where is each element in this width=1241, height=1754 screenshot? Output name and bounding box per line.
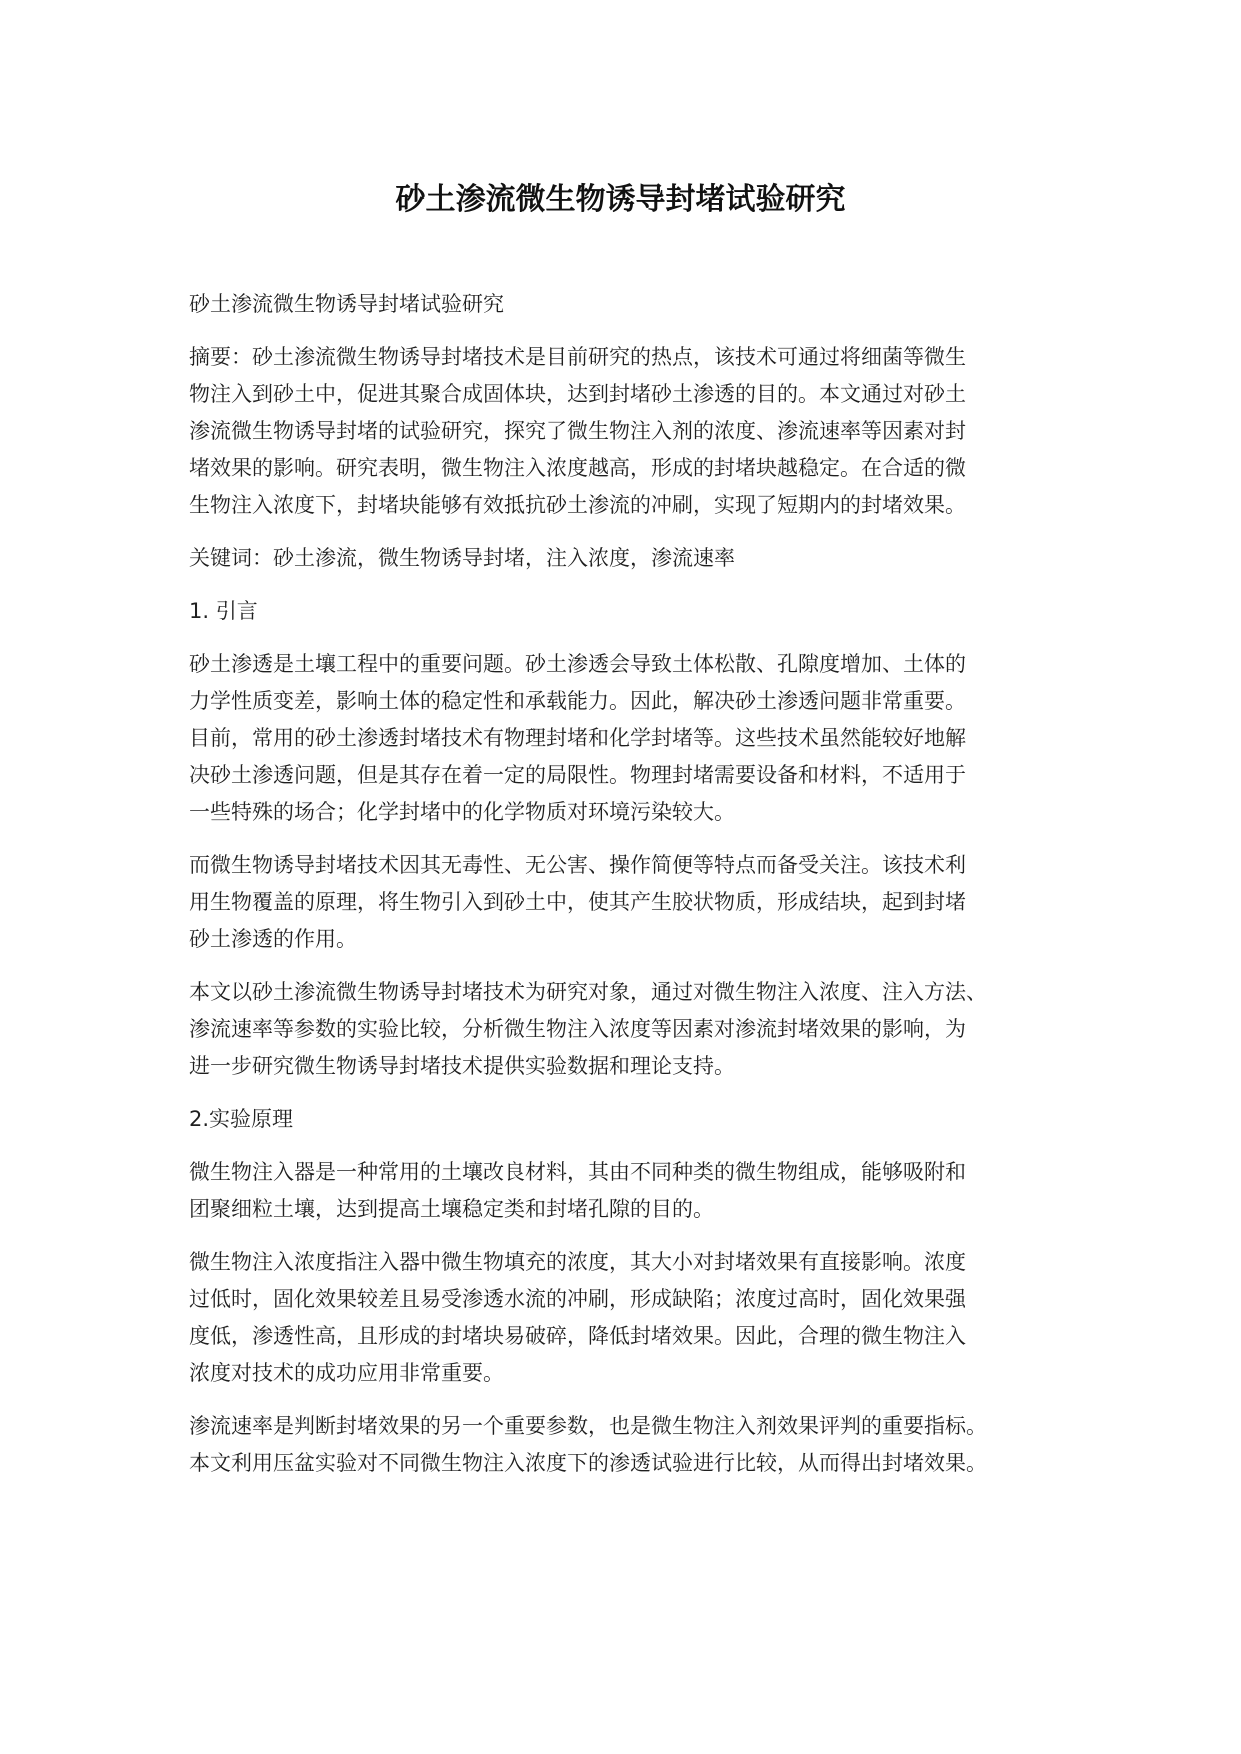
principle-paragraph-1	[189, 1154, 1069, 1228]
text-line: 微生物注入浓度指注入器中微生物填充的浓度，其大小对封堵效果有直接影响。浓度	[189, 1250, 966, 1274]
text-line: 渗流微生物诱导封堵的试验研究，探究了微生物注入剂的浓度、渗流速率等因素对封	[189, 419, 966, 443]
subtitle-paragraph	[189, 286, 1069, 323]
text-line: 力学性质变差，影响土体的稳定性和承载能力。因此，解决砂土渗透问题非常重要。	[189, 689, 966, 713]
text-line: 摘要：砂土渗流微生物诱导封堵技术是目前研究的热点，该技术可通过将细菌等微生	[189, 345, 966, 369]
document-title: 砂土渗流微生物诱导封堵试验研究	[395, 182, 846, 217]
keywords-paragraph	[189, 540, 1069, 577]
text-line: 而微生物诱导封堵技术因其无毒性、无公害、操作简便等特点而备受关注。该技术利	[189, 853, 966, 877]
section-heading-introduction	[189, 593, 1069, 630]
text-line: 一些特殊的场合；化学封堵中的化学物质对环境污染较大。	[189, 800, 735, 824]
text-line: 2.实验原理	[189, 1107, 294, 1131]
text-line: 生物注入浓度下，封堵块能够有效抵抗砂土渗流的冲刷，实现了短期内的封堵效果。	[189, 493, 966, 517]
text-line: 关键词：砂土渗流，微生物诱导封堵，注入浓度，渗流速率	[189, 546, 735, 570]
text-line: 砂土渗透是土壤工程中的重要问题。砂土渗透会导致土体松散、孔隙度增加、土体的	[189, 652, 966, 676]
text-line: 砂土渗流微生物诱导封堵试验研究	[189, 292, 504, 316]
abstract-paragraph	[189, 339, 1069, 524]
text-line: 浓度对技术的成功应用非常重要。	[189, 1361, 504, 1385]
text-line: 团聚细粒土壤，达到提高土壤稳定类和封堵孔隙的目的。	[189, 1197, 714, 1221]
text-line: 决砂土渗透问题，但是其存在着一定的局限性。物理封堵需要设备和材料，不适用于	[189, 763, 966, 787]
text-line: 本文利用压盆实验对不同微生物注入浓度下的渗透试验进行比较，从而得出封堵效果。	[189, 1451, 987, 1475]
text-line: 目前，常用的砂土渗透封堵技术有物理封堵和化学封堵等。这些技术虽然能较好地解	[189, 726, 966, 750]
document-body	[189, 286, 1069, 1498]
introduction-paragraph-3	[189, 974, 1069, 1085]
text-line: 渗流速率等参数的实验比较，分析微生物注入浓度等因素对渗流封堵效果的影响，为	[189, 1017, 966, 1041]
text-line: 1. 引言	[189, 599, 258, 623]
text-line: 微生物注入器是一种常用的土壤改良材料，其由不同种类的微生物组成，能够吸附和	[189, 1160, 966, 1184]
text-line: 过低时，固化效果较差且易受渗透水流的冲刷，形成缺陷；浓度过高时，固化效果强	[189, 1287, 966, 1311]
text-line: 堵效果的影响。研究表明，微生物注入浓度越高，形成的封堵块越稳定。在合适的微	[189, 456, 966, 480]
introduction-paragraph-2	[189, 847, 1069, 958]
text-line: 用生物覆盖的原理，将生物引入到砂土中，使其产生胶状物质，形成结块，起到封堵	[189, 890, 966, 914]
introduction-paragraph-1	[189, 646, 1069, 831]
text-line: 砂土渗透的作用。	[189, 927, 357, 951]
principle-paragraph-2	[189, 1244, 1069, 1392]
section-heading-principle	[189, 1101, 1069, 1138]
text-line: 进一步研究微生物诱导封堵技术提供实验数据和理论支持。	[189, 1054, 735, 1078]
text-line: 物注入到砂土中，促进其聚合成固体块，达到封堵砂土渗透的目的。本文通过对砂土	[189, 382, 966, 406]
principle-paragraph-3	[189, 1408, 1069, 1482]
text-line: 本文以砂土渗流微生物诱导封堵技术为研究对象，通过对微生物注入浓度、注入方法、	[189, 980, 987, 1004]
text-line: 渗流速率是判断封堵效果的另一个重要参数，也是微生物注入剂效果评判的重要指标。	[189, 1414, 987, 1438]
text-line: 度低，渗透性高，且形成的封堵块易破碎，降低封堵效果。因此，合理的微生物注入	[189, 1324, 966, 1348]
